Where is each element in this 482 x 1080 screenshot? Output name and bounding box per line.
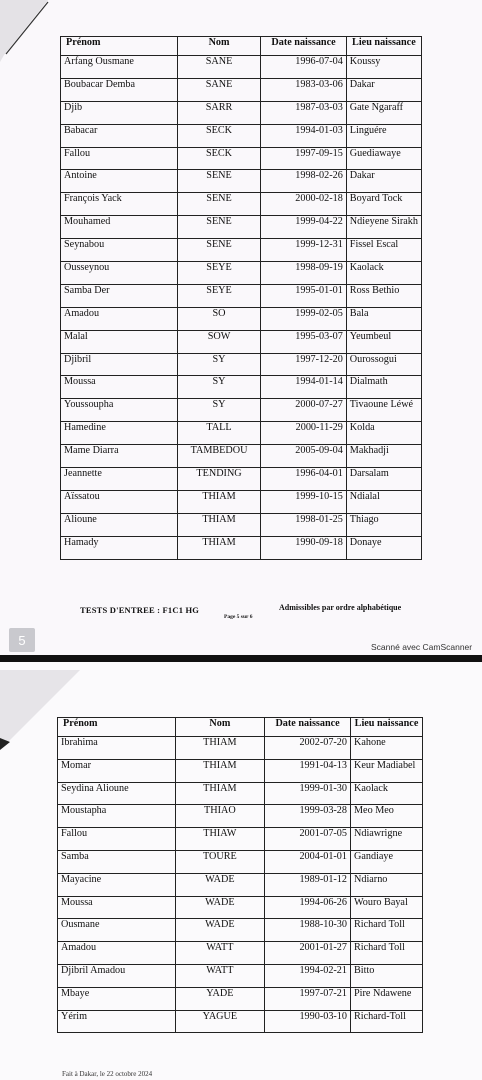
cell-prenom: Djibril — [61, 353, 178, 376]
cell-lieu-naissance: Tivaoune Léwé — [346, 399, 421, 422]
cell-prenom: Arfang Ousmane — [61, 56, 178, 79]
cell-lieu-naissance: Ourossogui — [346, 353, 421, 376]
cell-nom: SO — [177, 307, 260, 330]
cell-prenom: Ibrahima — [58, 737, 176, 760]
cell-prenom: Amadou — [61, 307, 178, 330]
cell-nom: WATT — [175, 942, 265, 965]
header-lieu-naissance: Lieu naissance — [346, 37, 421, 56]
cell-prenom: Amadou — [58, 942, 176, 965]
cell-nom: YAGUE — [175, 1010, 265, 1033]
cell-prenom: Mame Diarra — [61, 445, 178, 468]
cell-prenom: Moustapha — [58, 805, 176, 828]
cell-prenom: Samba — [58, 850, 176, 873]
table-row — [61, 376, 422, 399]
table-row — [61, 78, 422, 101]
cell-nom: THIAM — [175, 759, 265, 782]
table-row — [58, 828, 423, 851]
cell-lieu-naissance: Pire Ndawene — [351, 987, 423, 1010]
cell-date-naissance: 2005-09-04 — [261, 445, 347, 468]
cell-prenom: Youssoupha — [61, 399, 178, 422]
cell-prenom: Hamedine — [61, 422, 178, 445]
cell-lieu-naissance: Kaolack — [346, 262, 421, 285]
cell-nom: WATT — [175, 964, 265, 987]
cell-prenom: Boubacar Demba — [61, 78, 178, 101]
cell-date-naissance: 1997-09-15 — [261, 147, 347, 170]
cell-lieu-naissance: Ndieyene Sirakh — [346, 216, 421, 239]
cell-date-naissance: 1999-03-28 — [265, 805, 351, 828]
cell-nom: TENDING — [177, 468, 260, 491]
cell-prenom: Mbaye — [58, 987, 176, 1010]
table-row — [61, 101, 422, 124]
table-row — [58, 782, 423, 805]
cell-date-naissance: 2000-07-27 — [261, 399, 347, 422]
table-header-row — [58, 718, 423, 737]
cell-nom: SARR — [177, 101, 260, 124]
cell-nom: SEYE — [177, 284, 260, 307]
cell-prenom: Babacar — [61, 124, 178, 147]
table-header-row — [61, 37, 422, 56]
table-row — [61, 353, 422, 376]
table-row — [61, 513, 422, 536]
cell-lieu-naissance: Ross Bethio — [346, 284, 421, 307]
cell-lieu-naissance: Koussy — [346, 56, 421, 79]
cell-date-naissance: 1990-09-18 — [261, 536, 347, 559]
cell-date-naissance: 2002-07-20 — [265, 737, 351, 760]
cell-date-naissance: 1999-01-30 — [265, 782, 351, 805]
table-row — [58, 1010, 423, 1033]
table-row — [58, 805, 423, 828]
table-row — [61, 307, 422, 330]
table-row — [61, 147, 422, 170]
cell-nom: THIAM — [175, 737, 265, 760]
cell-nom: SANE — [177, 56, 260, 79]
cell-date-naissance: 1998-01-25 — [261, 513, 347, 536]
cell-nom: SENE — [177, 216, 260, 239]
cell-prenom: Antoine — [61, 170, 178, 193]
cell-nom: SEYE — [177, 262, 260, 285]
cell-prenom: Fallou — [61, 147, 178, 170]
table-row — [58, 737, 423, 760]
cell-lieu-naissance: Wouro Bayal — [351, 896, 423, 919]
cell-lieu-naissance: Meo Meo — [351, 805, 423, 828]
cell-lieu-naissance: Thiago — [346, 513, 421, 536]
table-row — [58, 942, 423, 965]
table-row — [61, 490, 422, 513]
cell-nom: TALL — [177, 422, 260, 445]
cell-prenom: Malal — [61, 330, 178, 353]
cell-date-naissance: 2001-01-27 — [265, 942, 351, 965]
scanned-page-2 — [0, 662, 482, 1080]
page-separator — [0, 655, 482, 662]
cell-lieu-naissance: Richard Toll — [351, 942, 423, 965]
cell-date-naissance: 1995-03-07 — [261, 330, 347, 353]
cell-date-naissance: 1999-10-15 — [261, 490, 347, 513]
cell-nom: YADE — [175, 987, 265, 1010]
cell-prenom: Alioune — [61, 513, 178, 536]
table-row — [61, 262, 422, 285]
cell-prenom: Moussa — [61, 376, 178, 399]
cell-nom: THIAM — [177, 536, 260, 559]
cell-lieu-naissance: Bitto — [351, 964, 423, 987]
header-lieu-naissance: Lieu naissance — [351, 718, 423, 737]
cell-prenom: Seydina Alioune — [58, 782, 176, 805]
table-row — [61, 124, 422, 147]
cell-prenom: Mouhamed — [61, 216, 178, 239]
cell-nom: SANE — [177, 78, 260, 101]
table-row — [61, 468, 422, 491]
header-prenom: Prénom — [58, 718, 176, 737]
cell-lieu-naissance: Ndiarno — [351, 873, 423, 896]
cell-lieu-naissance: Yeumbeul — [346, 330, 421, 353]
table-row — [61, 193, 422, 216]
table-row — [61, 399, 422, 422]
cell-date-naissance: 2000-02-18 — [261, 193, 347, 216]
table-row — [61, 170, 422, 193]
cell-prenom: Moussa — [58, 896, 176, 919]
cell-nom: WADE — [175, 919, 265, 942]
cell-prenom: Djib — [61, 101, 178, 124]
cell-prenom: Djibril Amadou — [58, 964, 176, 987]
cell-nom: SY — [177, 376, 260, 399]
cell-nom: SY — [177, 399, 260, 422]
cell-date-naissance: 1983-03-06 — [261, 78, 347, 101]
cell-nom: WADE — [175, 873, 265, 896]
cell-date-naissance: 1994-01-14 — [261, 376, 347, 399]
cell-lieu-naissance: Dakar — [346, 170, 421, 193]
header-nom: Nom — [177, 37, 260, 56]
cell-date-naissance: 1990-03-10 — [265, 1010, 351, 1033]
cell-lieu-naissance: Richard-Toll — [351, 1010, 423, 1033]
cell-lieu-naissance: Richard Toll — [351, 919, 423, 942]
table-row — [61, 284, 422, 307]
cell-prenom: François Yack — [61, 193, 178, 216]
cell-lieu-naissance: Boyard Tock — [346, 193, 421, 216]
cell-date-naissance: 1999-02-05 — [261, 307, 347, 330]
cell-lieu-naissance: Kahone — [351, 737, 423, 760]
cell-lieu-naissance: Ndialal — [346, 490, 421, 513]
cell-date-naissance: 1996-07-04 — [261, 56, 347, 79]
cell-lieu-naissance: Darsalam — [346, 468, 421, 491]
cell-lieu-naissance: Makhadji — [346, 445, 421, 468]
table-row — [58, 896, 423, 919]
table-row — [61, 216, 422, 239]
cell-nom: SECK — [177, 124, 260, 147]
cell-lieu-naissance: Donaye — [346, 536, 421, 559]
cell-lieu-naissance: Dakar — [346, 78, 421, 101]
cell-prenom: Yérim — [58, 1010, 176, 1033]
cell-date-naissance: 1997-12-20 — [261, 353, 347, 376]
cell-date-naissance: 1998-02-26 — [261, 170, 347, 193]
cell-prenom: Momar — [58, 759, 176, 782]
cell-date-naissance: 1995-01-01 — [261, 284, 347, 307]
cell-date-naissance: 2001-07-05 — [265, 828, 351, 851]
cell-date-naissance: 2000-11-29 — [261, 422, 347, 445]
cell-prenom: Jeannette — [61, 468, 178, 491]
cell-lieu-naissance: Guediawaye — [346, 147, 421, 170]
cell-nom: THIAM — [177, 490, 260, 513]
header-date-naissance: Date naissance — [261, 37, 347, 56]
cell-nom: WADE — [175, 896, 265, 919]
cell-lieu-naissance: Dialmath — [346, 376, 421, 399]
cell-prenom: Ousseynou — [61, 262, 178, 285]
table-row — [58, 759, 423, 782]
cell-date-naissance: 1994-02-21 — [265, 964, 351, 987]
cell-date-naissance: 1996-04-01 — [261, 468, 347, 491]
cell-date-naissance: 1987-03-03 — [261, 101, 347, 124]
header-prenom: Prénom — [61, 37, 178, 56]
cell-prenom: Mayacine — [58, 873, 176, 896]
cell-date-naissance: 1994-06-26 — [265, 896, 351, 919]
cell-lieu-naissance: Kolda — [346, 422, 421, 445]
cell-nom: SECK — [177, 147, 260, 170]
cell-nom: SENE — [177, 170, 260, 193]
cell-nom: THIAM — [177, 513, 260, 536]
cell-lieu-naissance: Gandiaye — [351, 850, 423, 873]
header-date-naissance: Date naissance — [265, 718, 351, 737]
table-row — [58, 987, 423, 1010]
cell-date-naissance: 1994-01-03 — [261, 124, 347, 147]
cell-nom: SENE — [177, 239, 260, 262]
folded-corner-shadow — [0, 0, 60, 70]
cell-date-naissance: 1989-01-12 — [265, 873, 351, 896]
cell-nom: TAMBEDOU — [177, 445, 260, 468]
scanner-watermark: Scanné avec CamScanner — [371, 642, 473, 652]
cell-prenom: Ousmane — [58, 919, 176, 942]
page-number-badge[interactable]: 5 — [9, 628, 35, 652]
footer-ordering-note: Admissibles par ordre alphabétique — [279, 603, 402, 612]
cell-date-naissance: 1988-10-30 — [265, 919, 351, 942]
cell-prenom: Samba Der — [61, 284, 178, 307]
footer-test-title: TESTS D'ENTREE : F1C1 HG — [80, 605, 200, 615]
table-row — [58, 873, 423, 896]
table-row — [61, 422, 422, 445]
cell-prenom: Fallou — [58, 828, 176, 851]
cell-lieu-naissance: Kaolack — [351, 782, 423, 805]
cell-lieu-naissance: Keur Madiabel — [351, 759, 423, 782]
signature-line-partial: Fait à Dakar, le 22 octobre 2024 — [62, 1070, 153, 1078]
cell-nom: THIAM — [175, 782, 265, 805]
cell-date-naissance: 1999-04-22 — [261, 216, 347, 239]
cell-date-naissance: 1991-04-13 — [265, 759, 351, 782]
table-row — [58, 964, 423, 987]
cell-nom: THIAO — [175, 805, 265, 828]
cell-lieu-naissance: Ndiawrigne — [351, 828, 423, 851]
cell-date-naissance: 2004-01-01 — [265, 850, 351, 873]
cell-nom: SOW — [177, 330, 260, 353]
cell-lieu-naissance: Bala — [346, 307, 421, 330]
cell-nom: SENE — [177, 193, 260, 216]
cell-lieu-naissance: Gate Ngaraff — [346, 101, 421, 124]
cell-prenom: Aïssatou — [61, 490, 178, 513]
table-row — [58, 919, 423, 942]
cell-lieu-naissance: Linguére — [346, 124, 421, 147]
admissibles-table-page-2 — [57, 717, 423, 1033]
cell-date-naissance: 1997-07-21 — [265, 987, 351, 1010]
cell-date-naissance: 1998-09-19 — [261, 262, 347, 285]
footer-page-number: Page 5 sur 6 — [224, 614, 253, 620]
cell-prenom: Seynabou — [61, 239, 178, 262]
cell-lieu-naissance: Fissel Escal — [346, 239, 421, 262]
table-row — [61, 330, 422, 353]
table-row — [58, 850, 423, 873]
admissibles-table-page-1 — [60, 36, 422, 560]
cell-nom: SY — [177, 353, 260, 376]
table-row — [61, 239, 422, 262]
cell-date-naissance: 1999-12-31 — [261, 239, 347, 262]
cell-prenom: Hamady — [61, 536, 178, 559]
table-row — [61, 445, 422, 468]
table-row — [61, 56, 422, 79]
header-nom: Nom — [175, 718, 265, 737]
table-row — [61, 536, 422, 559]
cell-nom: THIAW — [175, 828, 265, 851]
cell-nom: TOURE — [175, 850, 265, 873]
